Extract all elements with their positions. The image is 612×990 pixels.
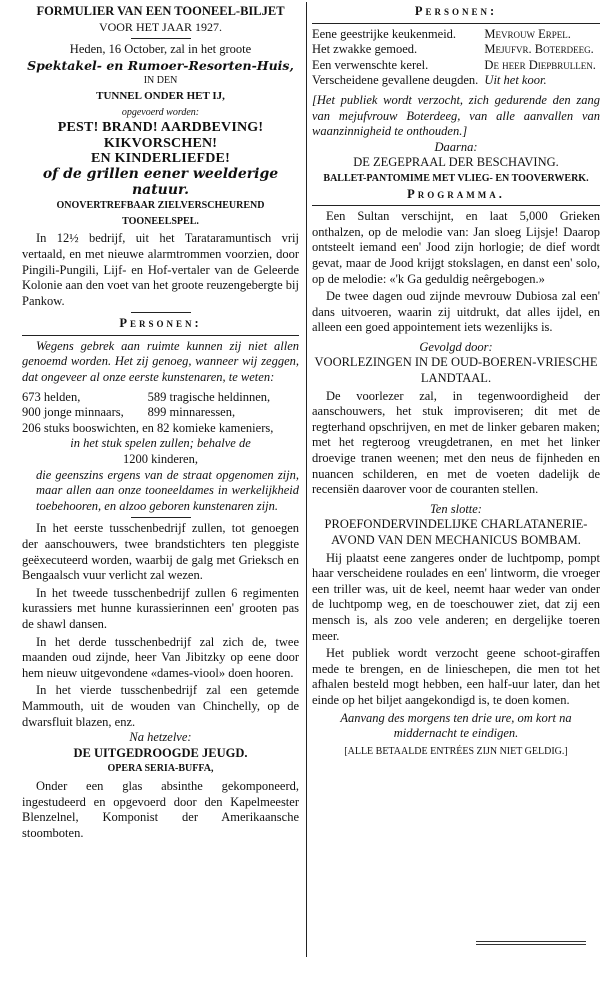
- venue-name: Spektakel- en Rumoer-Resorten-Huis,: [27, 57, 294, 73]
- gevolgd-label: Gevolgd door:: [419, 339, 493, 354]
- divider: [22, 335, 299, 336]
- left-column: [22, 4, 299, 841]
- divider: [312, 23, 600, 24]
- personen-heading: Personen:: [119, 316, 202, 331]
- cast-statistics-table: [22, 390, 299, 437]
- table-cell: 900 jonge minnaars,: [22, 405, 124, 420]
- end-ornament: [476, 941, 586, 945]
- playbill-title: FORMULIER VAN EEN TOONEEL-BILJET: [36, 4, 285, 18]
- proef-title-2: AVOND VAN DEN MECHANICUS BOMBAM.: [331, 533, 581, 547]
- paragraph-voorlezer: De voorlezer zal, in tegenwoordigheid der aanschouwers, het stuk improviseren; dit met de regterhand opschrijven, en met de linker gebaren maken; met het regteroog vreugdetranen, en met het linker droevige tranen weenen; met den neus de fijnheden en nuancen schilderen, en met de voeten dadelijk de recensiën daarover voor de couranten stellen.: [312, 388, 600, 497]
- table-row: [22, 390, 299, 406]
- main-title-line-1: PEST! BRAND! AARDBEVING! KIKVORSCHEN!: [57, 120, 264, 151]
- jeugd-genre: OPERA SERIA-BUFFA,: [107, 763, 214, 775]
- audience-note: [Het publiek wordt verzocht, zich gedurende den zang van mejufvrouw Boterdeeg, van alle aanvallen van waanzinnigheid te onthouden.]: [312, 92, 600, 139]
- cast-role: Het zwakke gemoed.: [312, 42, 418, 57]
- cast-actor: Mejufvr. Boterdeeg.: [484, 42, 594, 57]
- table-cell: 206 stuks booswichten, en 82 komieke kameniers,: [22, 420, 274, 435]
- paragraph-fourth-interlude: In het vierde tusschenbedrijf zal een getemde Mammouth, uit de wouden van Chinchelly, op de dwarsfluit blazen, enz.: [22, 683, 299, 729]
- personen-heading-right: Personen:: [414, 4, 498, 18]
- paragraph-translation: In 12½ bedrijf, uit het Tarataramuntisch vrij vertaald, en met nieuwe alarmtrommen voorzien, door Pingili-Pungili, Lijf- en Hof-vertaler van de Geleerde Kolonie aan den voet van het groote reuzengebergte bij Pankow.: [22, 231, 299, 308]
- cast-actor: Mevrouw Erpel.: [484, 26, 571, 41]
- table-row: [312, 27, 600, 43]
- main-title-line-2: EN KINDERLIEFDE!: [91, 151, 230, 167]
- divider: [131, 312, 191, 313]
- table-row: [22, 421, 299, 437]
- divider: [131, 38, 191, 39]
- cast-list-table: [312, 27, 600, 89]
- cast-actor: De heer Diepbrullen.: [484, 57, 596, 72]
- tunnel-name: TUNNEL ONDER HET IJ,: [96, 89, 225, 102]
- paragraph-first-interlude: In het eerste tusschenbedrijf zullen, tot genoegen der aanschouwers, twee brandstichters ten pleggiste geëxecuteerd worden, waarbij de galg met Grieksch en Bengaalsch vuur verlicht zal wezen.: [22, 521, 299, 583]
- cast-role: Verscheidene gevallene deugden.: [312, 73, 479, 88]
- jeugd-title: DE UITGEDROOGDE JEUGD.: [73, 745, 248, 760]
- paragraph-third-interlude: In het derde tusschenbedrijf zal zich de, twee maanden oud zijnde, heer Van Jibitzky op eene door hem nieuw uitgevondene «dames-viool» doen hooren.: [22, 634, 299, 680]
- table-cell: 899 minnaressen,: [147, 405, 236, 420]
- paragraph-giraffen: Het publiek wordt verzocht geene schoot-giraffen mede te brengen, en de linieschepen, die men tot het afhalen besteld mogt hebben, een half-uur later, dan het einde op het biljet aangekondigd is, te doen komen.: [312, 646, 600, 707]
- paragraph-luchtpomp: Hij plaatst eene zangeres onder de luchtpomp, pompt haar verscheidene roulades en een' lintworm, die vroeger een triller was, uit de keel, neemt haar weder van onder de luchtpomp weg, en de toeschouwer ziet, dat zij een mensch is, als zoo vele anderen; en dergelijke toeren meer.: [312, 550, 600, 643]
- ballet-genre: BALLET-PANTOMIME MET VLIEG- EN TOOVERWERK.: [323, 172, 589, 184]
- paragraph-personen-intro: Wegens gebrek aan ruimte kunnen zij niet allen genoemd worden. Het zij genoeg, wanneer wij zeggen, dat ongeveer al onze eerste kunstenaren, te weten:: [22, 338, 299, 385]
- main-title-line-3: of de grillen eener weelderige natuur.: [42, 165, 279, 198]
- closing-note: [ALLE BETAALDE ENTRÉES ZIJN NIET GELDIG.]: [344, 745, 568, 757]
- table-row: [22, 405, 299, 421]
- genre-line: ONOVERTREFBAAR ZIELVERSCHEUREND TOONEELSPEL.: [56, 200, 265, 227]
- ten-slotte-label: Ten slotte:: [430, 501, 482, 516]
- voorlezingen-title-2: LANDTAAL.: [420, 371, 492, 386]
- paragraph-sultan: Een Sultan verschijnt, en laat 5,000 Grieken onthalzen, op de melodie van: Jan sloeg Lijsje! Daarop ontsteelt iemand een' Jood zijn horlogie; de dief wordt gevat, maar de Jood krijgt stokslagen, en danst een' solo, op de melodie: «'k Ga geduldig neêrgebogen.»: [312, 209, 600, 286]
- programma-heading: Programma.: [407, 186, 505, 201]
- paragraph-dubiosa: De twee dagen oud zijnde mevrouw Dubiosa zal een' dans uitvoeren, waarin zij uitdrukt, dat alles ijdel, en alleen een goed appointement iets wezenlijks is.: [312, 289, 600, 335]
- proef-title-1: PROEFONDERVINDELIJKE CHARLATANERIE-: [324, 517, 588, 532]
- aanvang-line: Aanvang des morgens ten drie ure, om kort na middernacht te eindigen.: [340, 710, 572, 741]
- divider: [131, 517, 191, 518]
- paragraph-jeugd: Onder een glas absinthe gekomponeerd, ingestudeerd en opgevoerd door den Kapelmeester Blenzelnel, Komponist der Amerikaansche stoomboten.: [22, 778, 299, 840]
- cast-role: Een verwenschte kerel.: [312, 57, 429, 72]
- divider: [312, 205, 600, 206]
- intro-line: Heden, 16 October, zal in het groote: [69, 42, 252, 57]
- spelen-line: in het stuk spelen zullen; behalve de: [70, 436, 251, 451]
- in-den-label: IN DEN: [143, 75, 178, 87]
- na-hetzelve-label: Na hetzelve:: [129, 730, 192, 745]
- year-line: VOOR HET JAAR 1927.: [98, 19, 223, 34]
- table-cell: 589 tragische heldinnen,: [147, 389, 271, 404]
- right-column: [312, 4, 600, 759]
- table-row: [312, 73, 600, 89]
- table-row: [312, 42, 600, 58]
- column-divider: [306, 2, 307, 957]
- daarna-label: Daarna:: [434, 139, 478, 154]
- table-row: [312, 58, 600, 74]
- cast-actor: Uit het koor.: [484, 73, 547, 88]
- cast-role: Eene geestrijke keukenmeid.: [312, 26, 457, 41]
- paragraph-children: die geenszins ergens van de straat opgenomen zijn, maar allen aan onze tooneeldames in werkelijkheid toebehooren, en alzoo geboren kunstenaren zijn.: [36, 467, 299, 513]
- children-count: 1200 kinderen,: [123, 452, 198, 467]
- zegepraal-title: DE ZEGEPRAAL DER BESCHAVING.: [353, 155, 559, 170]
- voorlezingen-title-1: VOORLEZINGEN IN DE OUD-BOEREN-VRIESCHE: [314, 355, 598, 370]
- table-cell: 673 helden,: [22, 389, 81, 404]
- opgevoerd-label: opgevoerd worden:: [121, 106, 200, 118]
- paragraph-second-interlude: In het tweede tusschenbedrijf zullen 6 regimenten kurassiers met hunne kurassierinnen een' grooten pas de shawl dansen.: [22, 585, 299, 631]
